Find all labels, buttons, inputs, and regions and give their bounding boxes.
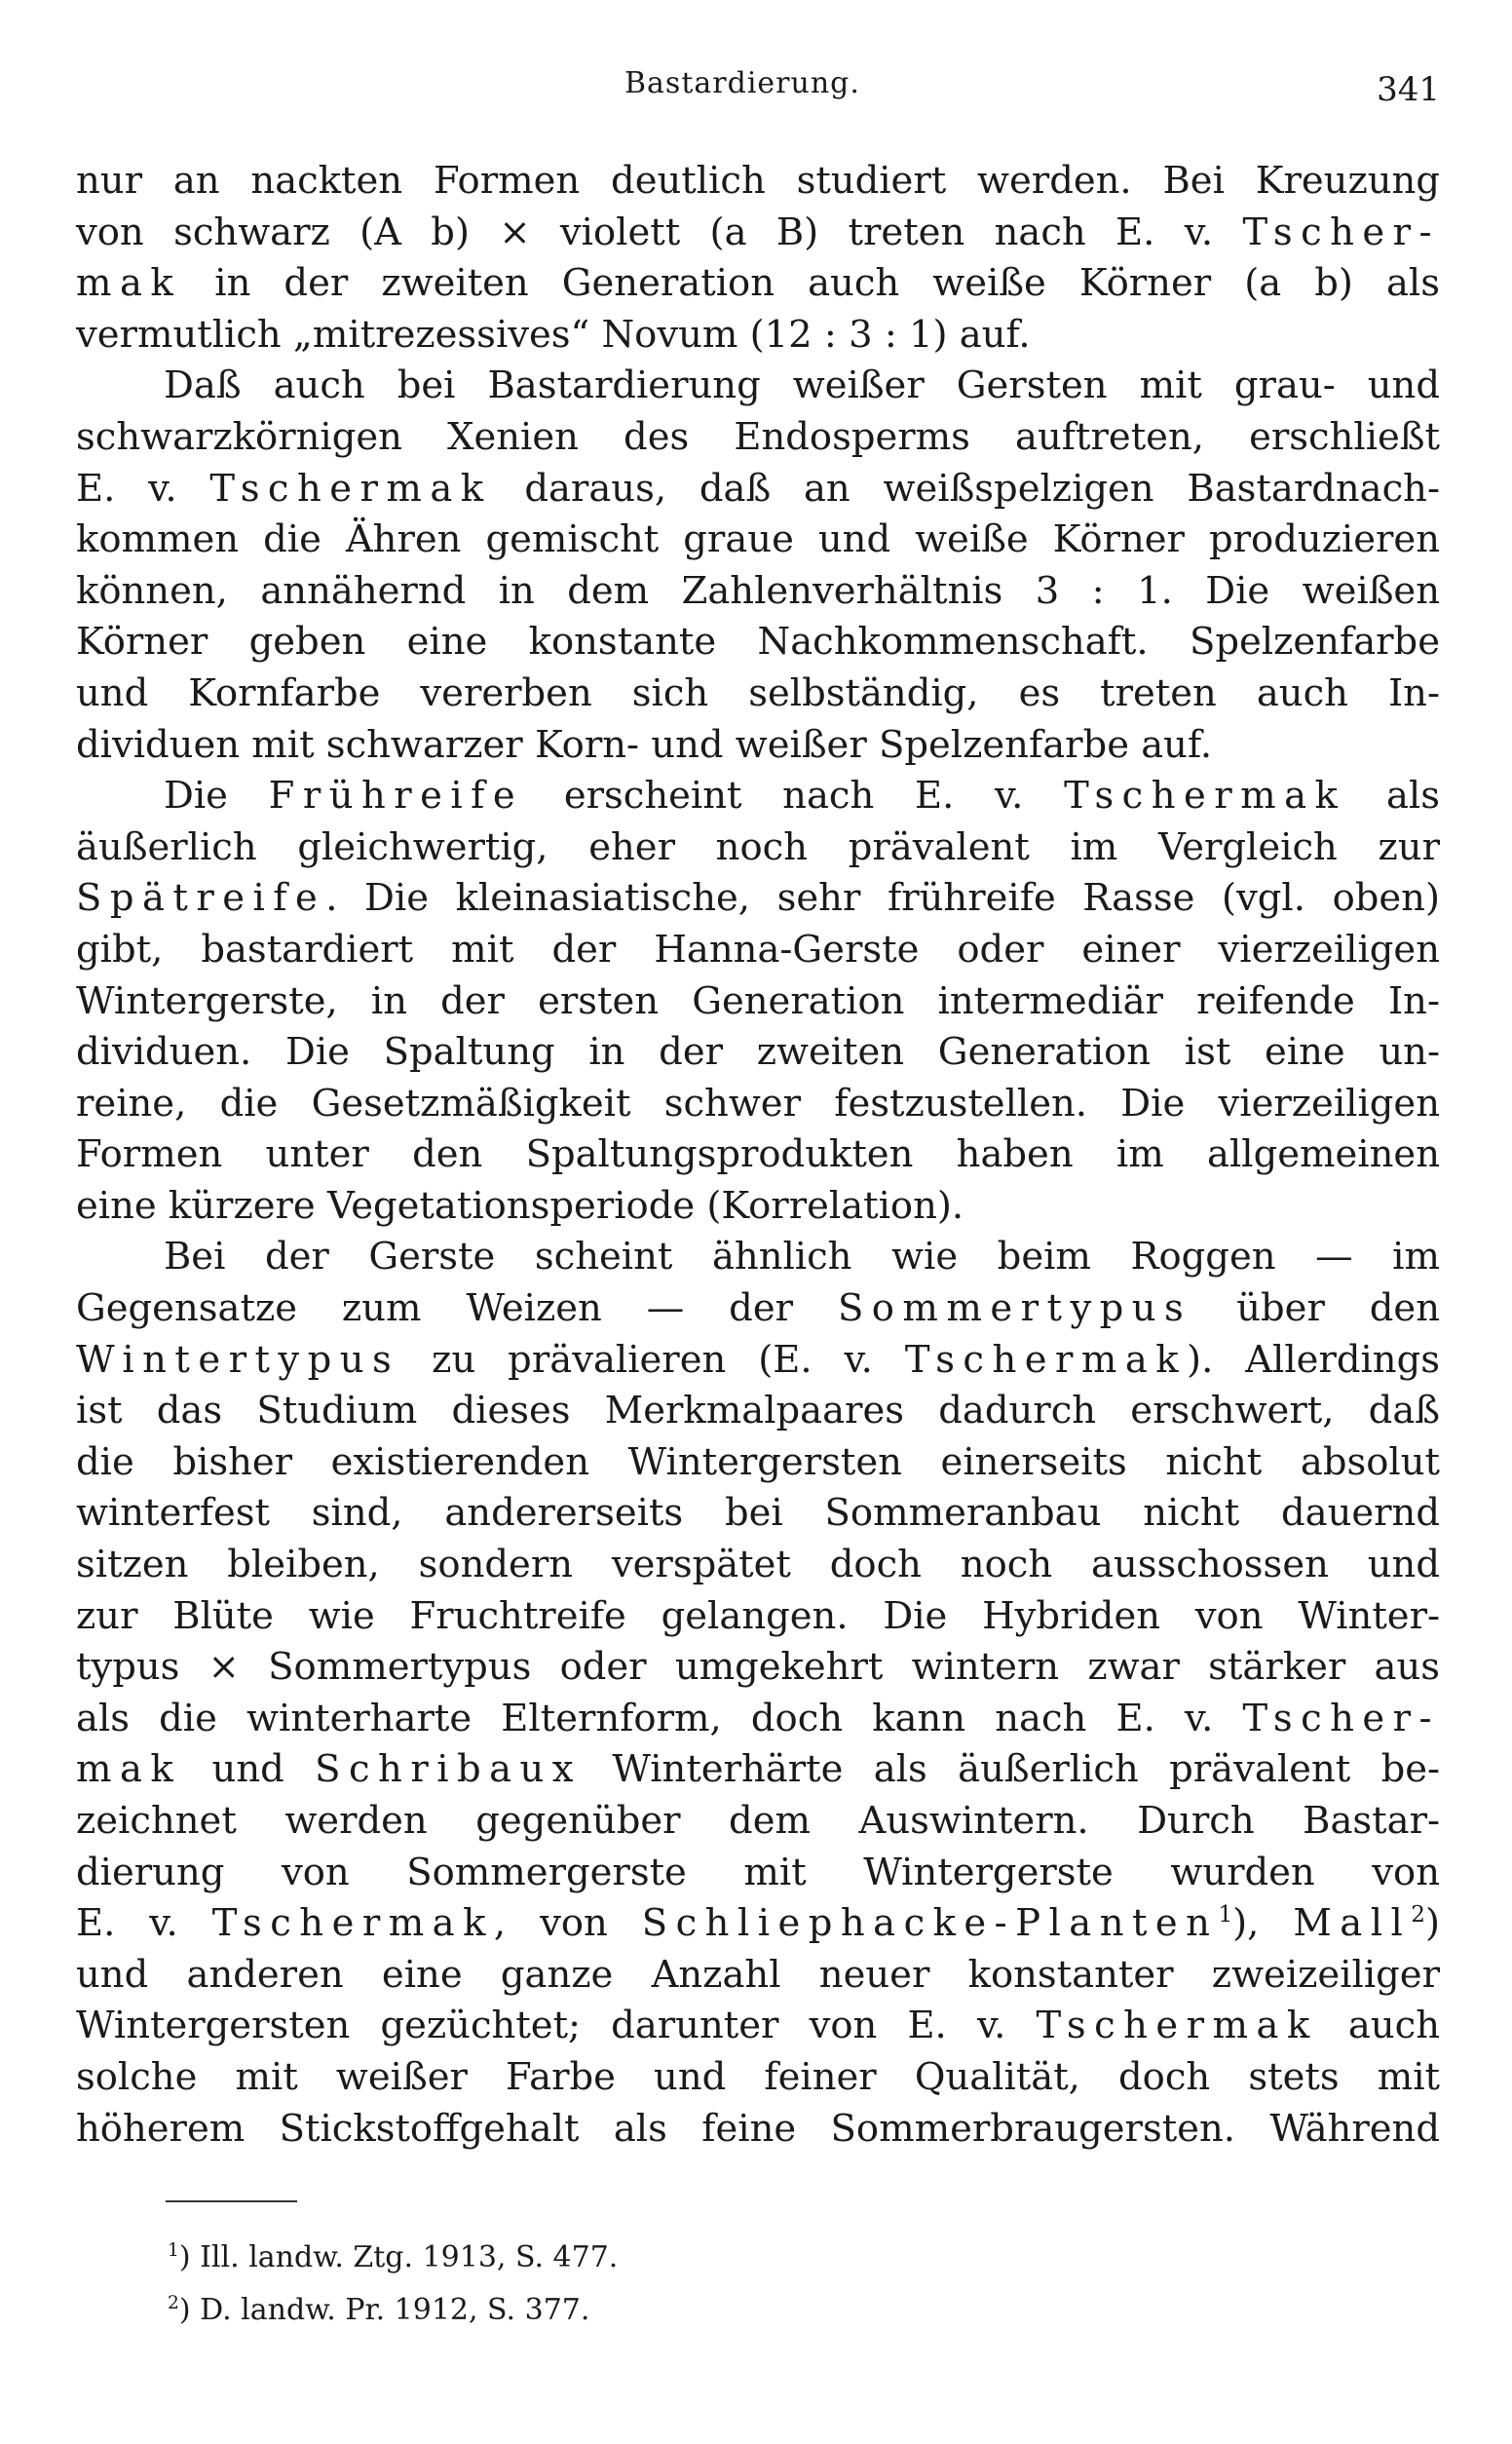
text-line: Bei der Gerste scheint ähnlich wie beim Roggen — im — [164, 1235, 1440, 1279]
footnote-text: ) Ill. landw. Ztg. 1913, S. 477. — [178, 2240, 619, 2274]
spaced-name: mak — [76, 1747, 182, 1792]
text-line — [76, 2001, 1440, 2052]
footnote-mark: 2 — [168, 2293, 179, 2313]
text-line — [76, 1694, 1440, 1745]
spaced-name: Tschermak — [1064, 774, 1346, 819]
spaced-name: Tschermak — [1036, 2004, 1318, 2048]
running-title: Bastardierung. — [624, 66, 860, 100]
text-span: daraus, daß an weißspelzigen Bastardnach- — [491, 466, 1440, 511]
text-line: Daß auch bei Bastardierung weißer Gersten mit grau- und — [164, 363, 1440, 408]
text-span: erscheint nach E. v. — [523, 774, 1065, 819]
text-line: höherem Stickstoffgehalt als feine Sommerbraugersten. Während — [76, 2106, 1440, 2151]
text-span: Die — [164, 774, 269, 819]
text-line: zeichnet werden gegenüber dem Auswintern. Durch Bastar- — [76, 1799, 1440, 1843]
text-span: auch — [1317, 2004, 1440, 2048]
text-span: Wintergersten gezüchtet; darunter von E. v. — [76, 2004, 1037, 2048]
text-line: schwarzkörnigen Xenien des Endosperms auftreten, erschließt — [76, 414, 1440, 459]
text-line — [76, 464, 1440, 516]
text-line: zur Blüte wie Fruchtreife gelangen. Die Hybriden von Winter- — [76, 1593, 1440, 1638]
text-span: von schwarz (A b) × violett (a B) treten nach E. v. — [76, 210, 1243, 254]
running-head — [76, 66, 1440, 115]
footnote-1 — [168, 2232, 1044, 2284]
text-line: ist das Studium dieses Merkmalpaares dadurch erschwert, daß — [76, 1389, 1440, 1433]
text-line: dierung von Sommergerste mit Wintergerste wurden von — [76, 1850, 1440, 1894]
spaced-name: Schribaux — [315, 1747, 582, 1792]
text-span: als — [1345, 774, 1441, 819]
footnote-2 — [168, 2284, 1044, 2337]
footnote-text: ) D. landw. Pr. 1912, S. 377. — [178, 2293, 590, 2327]
text-line: kommen die Ähren gemischt graue und weiße Körner produzieren — [76, 517, 1440, 562]
spaced-name: mak — [76, 261, 182, 306]
text-line — [76, 208, 1440, 259]
spaced-term: Frühreife — [268, 774, 524, 819]
text-span: ), — [1232, 1901, 1294, 1946]
text-span: Gegensatze zum Weizen — der — [76, 1286, 838, 1331]
text-line — [76, 873, 1440, 925]
text-line: dividuen mit schwarzer Korn- und weißer Spelzenfarbe auf. — [76, 722, 1213, 767]
footnote-ref: 2 — [1411, 1902, 1425, 1928]
spaced-name: Tscher- — [1242, 1696, 1440, 1740]
spaced-term: Spätreife — [76, 876, 326, 921]
text-line — [76, 1898, 1440, 1950]
body-text — [76, 156, 1440, 2155]
text-span: in der zweiten Generation auch weiße Körner (a b) als — [181, 261, 1440, 306]
footnote-ref: 1 — [1218, 1902, 1233, 1928]
footnote-divider — [166, 2200, 297, 2202]
spaced-term: Sommertypus — [837, 1286, 1192, 1331]
text-line — [76, 258, 1440, 310]
text-span: über den — [1191, 1286, 1440, 1331]
text-line: eine kürzere Vegetationsperiode (Korrelation). — [76, 1183, 964, 1228]
text-line: typus × Sommertypus oder umgekehrt wintern zwar stärker aus — [76, 1645, 1440, 1690]
text-span: als die winterharte Elternform, doch kann nach E. v. — [76, 1696, 1243, 1740]
text-line — [76, 1744, 1440, 1796]
text-line: solche mit weißer Farbe und feiner Qualität, doch stets mit — [76, 2054, 1440, 2099]
text-line: winterfest sind, andererseits bei Sommeranbau nicht dauernd — [76, 1491, 1440, 1536]
text-line: und anderen eine ganze Anzahl neuer konstanter zweizeiliger — [76, 1952, 1440, 1997]
text-line: können, annähernd in dem Zahlenverhältnis 3 : 1. Die weißen — [76, 568, 1440, 613]
text-span: ) — [1424, 1901, 1440, 1946]
text-span: zu prävalieren (E. v. — [399, 1337, 905, 1382]
text-line: dividuen. Die Spaltung in der zweiten Generation ist eine un- — [76, 1030, 1440, 1075]
spaced-name: Tscher- — [1242, 210, 1440, 254]
text-span: und — [181, 1747, 316, 1792]
text-line — [76, 771, 1440, 822]
footnote-mark: 1 — [168, 2240, 179, 2261]
page-number: 341 — [1377, 70, 1440, 109]
spaced-name: Tschermak — [904, 1337, 1188, 1382]
text-line: Formen unter den Spaltungsprodukten haben im allgemeinen — [76, 1132, 1440, 1177]
spaced-name: Tschermak — [211, 1901, 494, 1946]
text-line: sitzen bleiben, sondern verspätet doch noch ausschossen und — [76, 1543, 1440, 1587]
text-span: , von — [493, 1901, 642, 1946]
text-span: . Die kleinasiatische, sehr frühreife Rasse (vgl. oben) — [325, 876, 1440, 921]
spaced-name: Mall — [1293, 1901, 1412, 1946]
text-line: gibt, bastardiert mit der Hanna-Gerste oder einer vierzeiligen — [76, 927, 1440, 972]
text-line: reine, die Gesetzmäßigkeit schwer festzustellen. Die vierzeiligen — [76, 1081, 1440, 1126]
text-line: Wintergerste, in der ersten Generation intermediär reifende In- — [76, 978, 1440, 1023]
spaced-term: Wintertypus — [76, 1337, 400, 1382]
text-span: E. v. — [76, 1901, 212, 1946]
text-line: nur an nackten Formen deutlich studiert werden. Bei Kreuzung — [76, 159, 1440, 203]
text-line — [76, 1283, 1440, 1335]
text-line — [76, 1335, 1440, 1387]
spaced-name: Schliephacke-Planten — [641, 1901, 1219, 1946]
footnotes — [168, 2232, 1044, 2337]
text-line: äußerlich gleichwertig, eher noch prävalent im Vergleich zur — [76, 824, 1440, 869]
spaced-name: Tschermak — [209, 466, 492, 511]
text-span: Winterhärte als äußerlich prävalent be- — [581, 1747, 1441, 1792]
text-line: Körner geben eine konstante Nachkommenschaft. Spelzenfarbe — [76, 620, 1440, 665]
text-span: ). Allerdings — [1187, 1337, 1441, 1382]
text-line: vermutlich „mitrezessives“ Novum (12 : 3 : 1) auf. — [76, 312, 1031, 357]
text-line: und Kornfarbe vererben sich selbständig, es treten auch In- — [76, 670, 1440, 715]
text-span: E. v. — [76, 466, 210, 511]
text-line: die bisher existierenden Wintergersten einerseits nicht absolut — [76, 1439, 1440, 1484]
